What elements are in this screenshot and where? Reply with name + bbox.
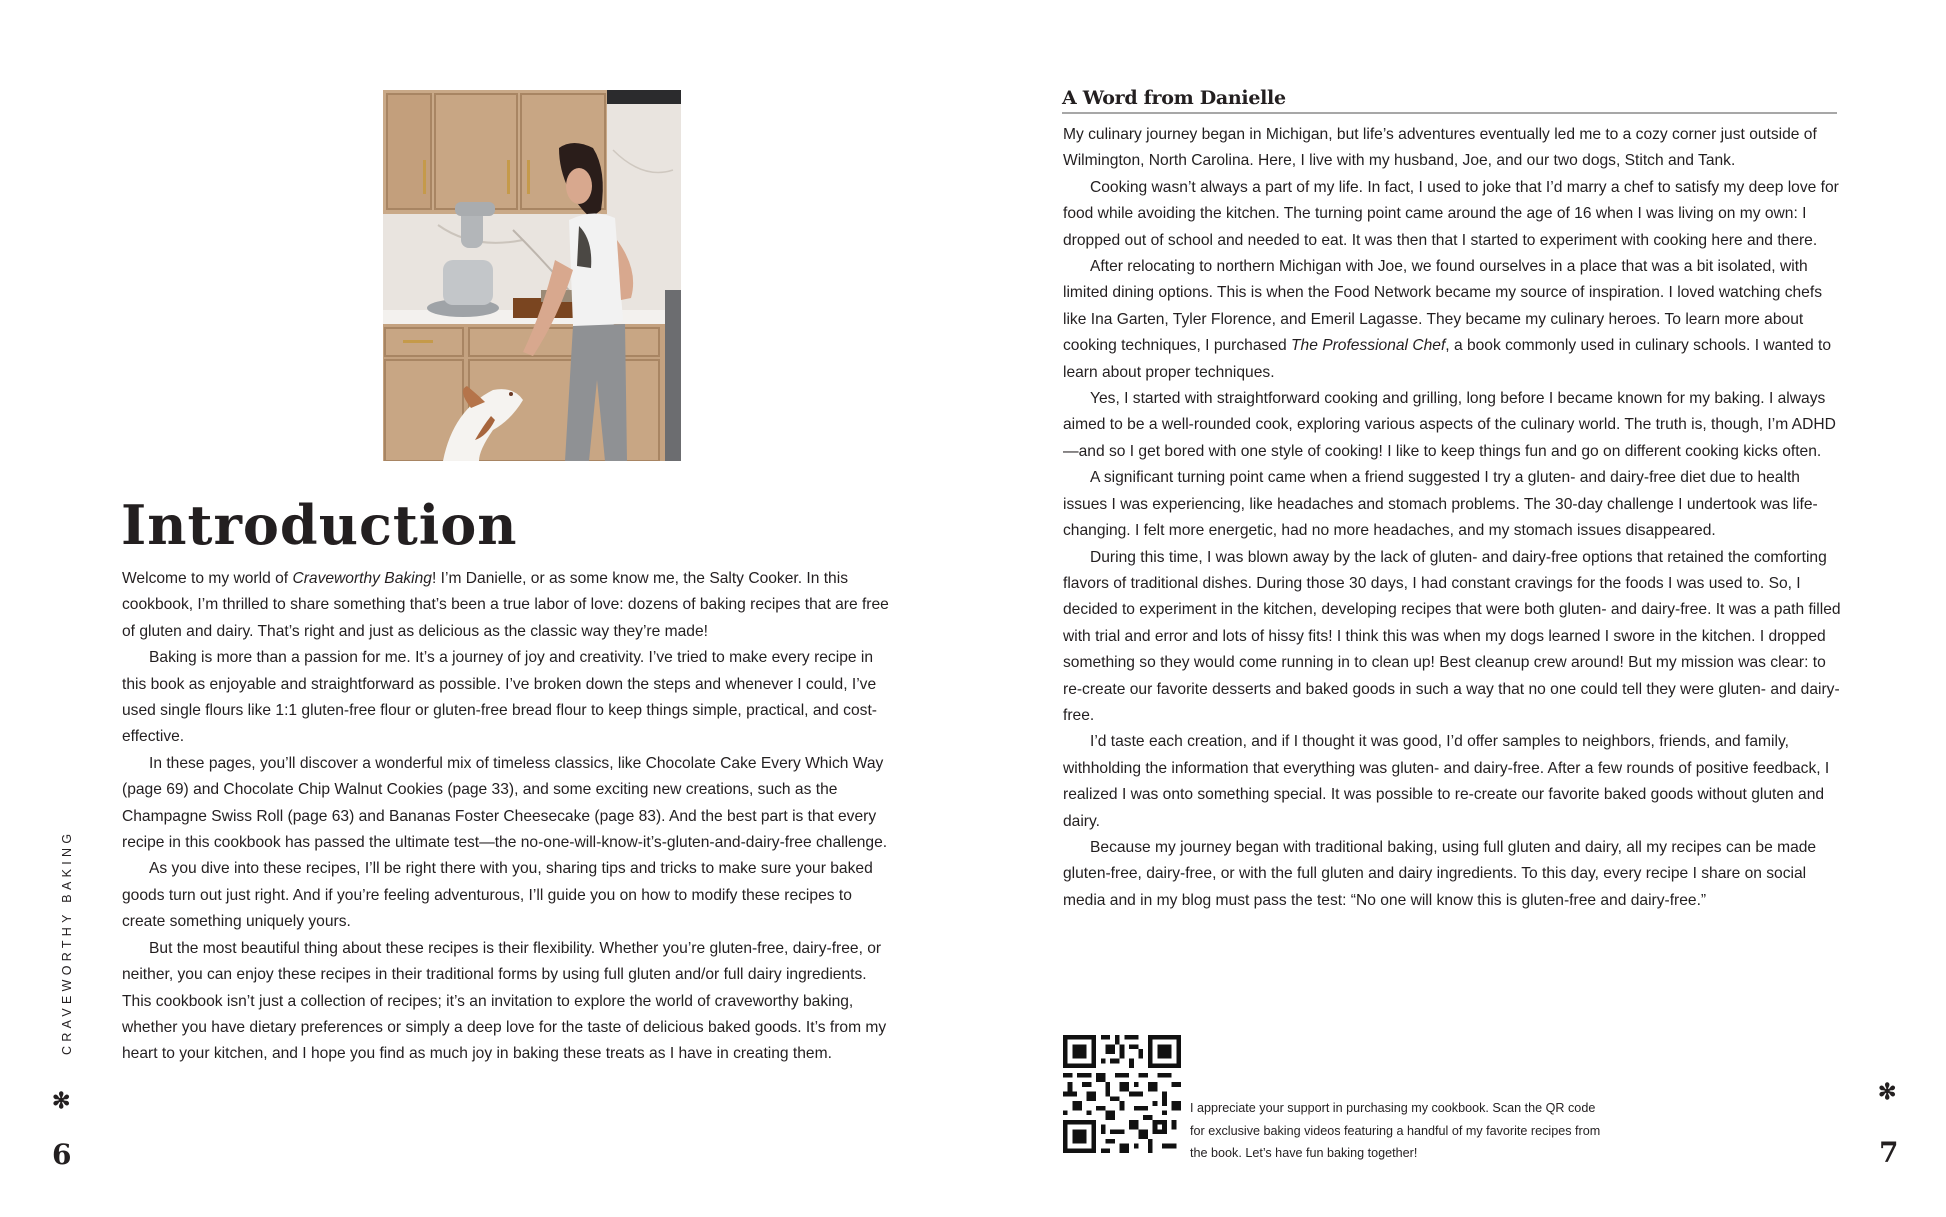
asterisk-ornament-icon: ✻	[52, 1088, 71, 1114]
running-head: CRAVEWORTHY BAKING	[60, 829, 74, 1055]
book-title-italic: The Professional Chef	[1291, 337, 1446, 355]
book-title-italic: Craveworthy Baking	[292, 570, 432, 587]
intro-paragraph	[122, 645, 892, 751]
text-run: After relocating to northern Michigan with Joe, we found ourselves in a place that was a bit isolated, with limited dining options. This is when the Food Network became my source of inspiration. I loved watching chefs like Ina Garten, Tyler Florence, and Emeril Lagasse. They became my culinary heroes. To learn more about cooking techniques, I purchased	[1063, 258, 1822, 355]
intro-paragraph	[122, 751, 892, 857]
qr-promo	[1063, 1035, 1623, 1160]
text-run: ! I’m Danielle, or as some know me, the Salty Cooker. In this cookbook, I’m thrilled to share something that’s been a true labor of love: dozens of baking recipes that are free of gluten and dairy. That’s right and just as delicious as the classic way they’re made!	[122, 570, 889, 640]
text-run: But the most beautiful thing about these recipes is their flexibility. Whether you’re gluten-free, dairy-free, or neither, you can enjoy these recipes in their traditional forms by using full gluten and/or full dairy ingredients. This cookbook isn’t just a collection of recipes; it’s an invitation to explore the world of craveworthy baking, whether you have dietary preferences or simply a deep love for the taste of delicious baked goods. It’s from my heart to your kitchen, and I hope you find as much joy in baking these treats as I have in creating them.	[122, 939, 887, 1063]
author-kitchen-photo	[383, 90, 681, 461]
text-run: A significant turning point came when a friend suggested I try a gluten- and dairy-free diet due to health issues I was experiencing, like headaches and stomach problems. The 30-day challenge I undertook was life-changing. I felt more energetic, had no more headaches, and my stomach issues disappeared.	[1063, 469, 1818, 540]
word-from-danielle-body	[1063, 122, 1843, 914]
text-run: , a book commonly used in culinary schools. I wanted to learn about proper techniques.	[1063, 337, 1832, 381]
story-paragraph	[1063, 545, 1843, 730]
story-paragraph	[1063, 729, 1843, 835]
introduction-body	[122, 566, 892, 1068]
story-paragraph	[1063, 386, 1843, 465]
qr-caption: I appreciate your support in purchasing my cookbook. Scan the QR code for exclusive baking videos featuring a handful of my favorite recipes from the book. Let’s have fun baking together!	[1190, 1101, 1601, 1161]
intro-paragraph	[122, 856, 892, 935]
text-run: I’d taste each creation, and if I thought it was good, I’d offer samples to neighbors, friends, and family, withholding the information that everything was gluten- and dairy-free. After a few rounds of positive feedback, I realized I was onto something special. It was possible to re-create our favorite baked goods without gluten and dairy.	[1063, 733, 1830, 830]
story-paragraph	[1063, 122, 1843, 175]
photo-illustration	[383, 90, 681, 461]
text-run: In these pages, you’ll discover a wonderful mix of timeless classics, like Chocolate Cake Every Which Way (page 69) and Chocolate Chip Walnut Cookies (page 33), and some exciting new creations, such as the Champagne Swiss Roll (page 63) and Bananas Foster Cheesecake (page 83). And the best part is that every recipe in this cookbook has passed the ultimate test—the no-one-will-know-it’s-gluten-and-dairy-free challenge.	[122, 754, 888, 852]
text-run: Yes, I started with straightforward cooking and grilling, long before I became known for my baking. I always aimed to be a well-rounded cook, exploring various aspects of the culinary world. The truth is, though, I’m ADHD—and so I get bored with one style of cooking! I like to keep things fun and go on different cooking kicks often.	[1063, 390, 1836, 460]
text-run: Baking is more than a passion for me. It’s a journey of joy and creativity. I’ve tried to make every recipe in this book as enjoyable and straightforward as possible. I’ve broken down the steps and whenever I could, I’ve used single flours like 1:1 gluten-free flour or gluten-free bread flour to keep things simple, practical, and cost-effective.	[122, 649, 877, 746]
page-number: 6	[52, 1138, 72, 1171]
section-heading: A Word from Danielle	[1062, 86, 1837, 114]
intro-paragraph	[122, 566, 892, 645]
intro-paragraph	[122, 936, 892, 1068]
right-page	[973, 0, 1946, 1217]
story-paragraph	[1063, 465, 1843, 544]
story-paragraph	[1063, 254, 1843, 386]
story-paragraph	[1063, 175, 1843, 254]
qr-code-graphic	[1063, 1035, 1181, 1153]
page-number: 7	[1879, 1136, 1899, 1169]
asterisk-ornament-icon: ✻	[1878, 1079, 1897, 1105]
page-title: Introduction	[121, 493, 518, 557]
text-run: My culinary journey began in Michigan, but life’s adventures eventually led me to a cozy corner just outside of Wilmington, North Carolina. Here, I live with my husband, Joe, and our two dogs, Stitch and Tank.	[1063, 126, 1817, 170]
story-paragraph	[1063, 835, 1843, 914]
text-run: During this time, I was blown away by the lack of gluten- and dairy-free options that retained the comforting flavors of traditional dishes. During those 30 days, I had constant cravings for the foods I was used to. So, I decided to experiment in the kitchen, developing recipes that were both gluten- and dairy-free. It was a path filled with trial and error and lots of hissy fits! I think this was when my dogs learned I swore in the kitchen. I dropped something so they would come running in to clean up! Best cleanup crew around! But my mission was clear: to re-create our favorite desserts and baked goods in such a way that no one could tell they were gluten- and dairy-free.	[1063, 548, 1841, 724]
text-run: Because my journey began with traditional baking, using full gluten and dairy, all my recipes can be made gluten-free, dairy-free, or with the full gluten and dairy ingredients. To this day, every recipe I share on social media and in my blog must pass the test: “No one will know this is gluten-free and dairy-free.”	[1063, 838, 1817, 909]
text-run: Cooking wasn’t always a part of my life. In fact, I used to joke that I’d marry a chef to satisfy my deep love for food while avoiding the kitchen. The turning point came around the age of 16 when I was living on my own: I dropped out of school and needed to eat. It was then that I started to experiment with cooking here and there.	[1063, 178, 1839, 249]
text-run: Welcome to my world of	[122, 570, 293, 587]
qr-code-icon[interactable]	[1063, 1035, 1181, 1153]
text-run: As you dive into these recipes, I’ll be right there with you, sharing tips and tricks to make sure your baked goods turn out just right. And if you’re feeling adventurous, I’ll guide you on how to modify these recipes to create something uniquely yours.	[122, 860, 873, 931]
